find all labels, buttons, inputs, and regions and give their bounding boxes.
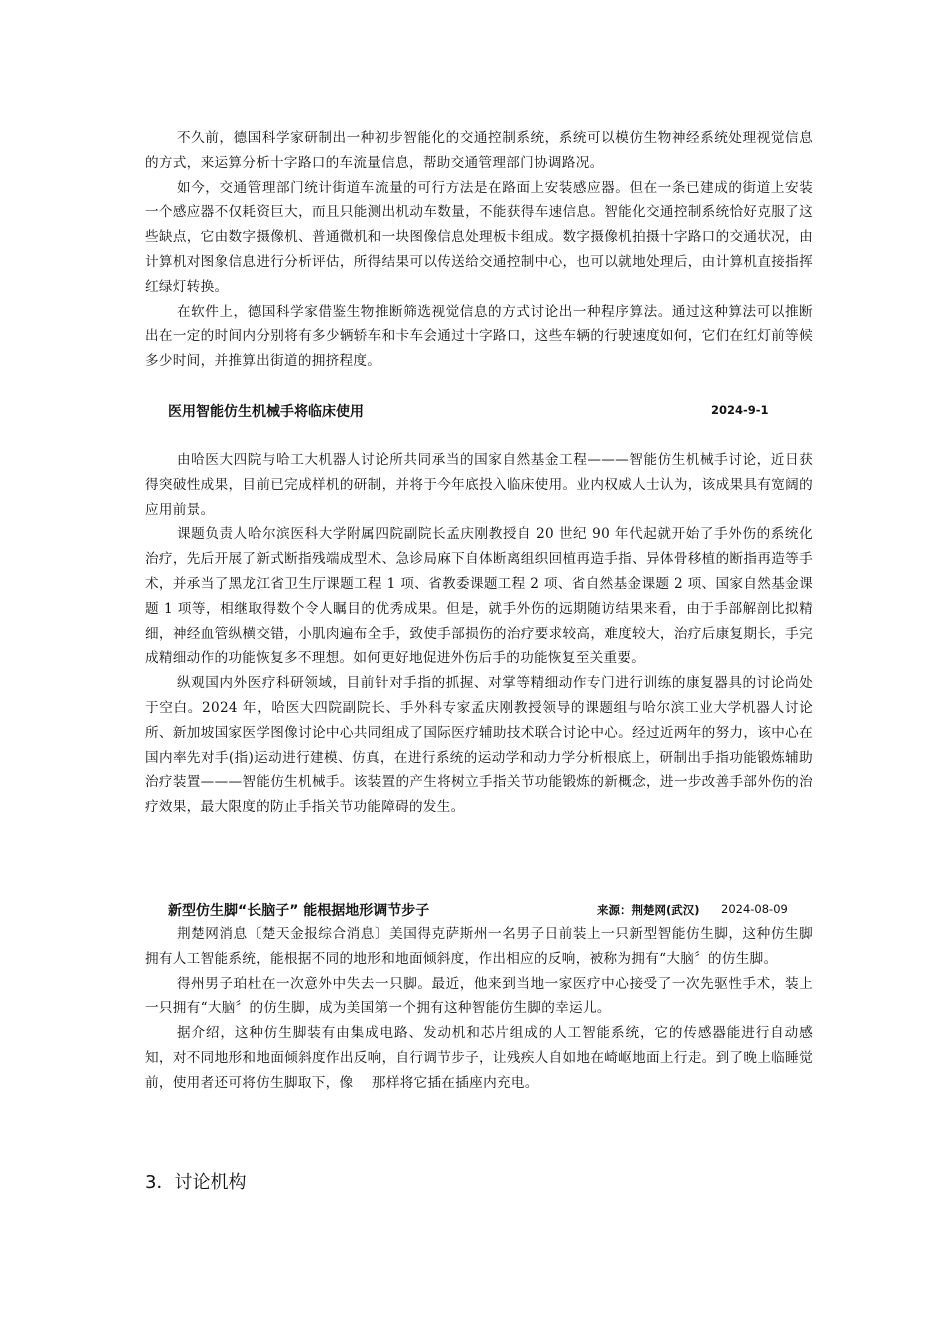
paragraph: 得州男子珀杜在一次意外中失去一只脚。最近，他来到当地一家医疗中心接受了一次先驱性手术，装上一只拥有“大脑〞的仿生脚，成为美国第一个拥有这种智能仿生脚的幸运儿。 [145, 975, 813, 1017]
article-source: 来源：荆楚网(武汉) [597, 903, 700, 917]
article-date: 2024-08-09 [721, 902, 788, 916]
article-traffic-control [145, 126, 813, 374]
article-bionic-hand [145, 448, 813, 820]
article-bionic-foot [145, 922, 813, 1096]
paragraph: 据介绍，这种仿生脚装有由集成电路、发动机和芯片组成的人工智能系统，它的传感器能进行自动感知，对不同地形和地面倾斜度作出反响，自行调节步子，让残疾人自如地在崎岖地面上行走。到了晚上临睡觉前，使用者还可将仿生脚取下，像 那样将它插在插座内充电。 [145, 1025, 813, 1091]
section-heading: 3．讨论机构 [145, 1172, 247, 1193]
article-date: 2024-9-1 [711, 403, 769, 417]
paragraph: 纵观国内外医疗科研领域，目前针对手指的抓握、对掌等精细动作专门进行训练的康复器具的讨论尚处于空白。2024 年，哈医大四院副院长、手外科专家孟庆刚教授领导的课题组与哈尔滨工业大学机器人讨论所、新加坡国家医学图像讨论中心共同组成了国际医疗辅助技术联合讨论中心。经过近两年的努力，该中心在国内率先对手(指)运动进行建模、仿真，在进行系统的运动学和动力学分析根底上，研制出手指功能锻炼辅助治疗装置———智能仿生机械手。该装置的产生将树立手指关节功能锻炼的新概念，进一步改善手部外伤的治疗效果，最大限度的防止手指关节功能障碍的发生。 [145, 675, 813, 816]
paragraph: 荆楚网消息〔楚天金报综合消息〕美国得克萨斯州一名男子日前装上一只新型智能仿生脚，这种仿生脚拥有人工智能系统，能根据不同的地形和地面倾斜度，作出相应的反响，被称为拥有“大脑〞的仿生脚。 [145, 926, 813, 967]
paragraph: 由哈医大四院与哈工大机器人讨论所共同承当的国家自然基金工程———智能仿生机械手讨论，近日获得突破性成果，目前已完成样机的研制，并将于今年底投入临床使用。业内权威人士认为，该成果具有宽阔的应用前景。 [145, 452, 813, 518]
article-title: 新型仿生脚“长脑子” 能根据地形调节步子 [168, 903, 430, 919]
paragraph: 如今，交通管理部门统计街道车流量的可行方法是在路面上安装感应器。但在一条已建成的街道上安装一个感应器不仅耗资巨大，而且只能测出机动车数量，不能获得车速信息。智能化交通控制系统恰好克服了这些缺点，它由数字摄像机、普通微机和一块图像信息处理板卡组成。数字摄像机拍摄十字路口的交通状况，由计算机对图象信息进行分析评估，所得结果可以传送给交通控制中心，也可以就地处理后，由计算机直接指挥红绿灯转换。 [145, 179, 813, 295]
article-heading-bionic-hand [168, 401, 813, 425]
paragraph: 不久前，德国科学家研制出一种初步智能化的交通控制系统，系统可以模仿生物神经系统处理视觉信息的方式，来运算分析十字路口的车流量信息，帮助交通管理部门协调路况。 [145, 130, 813, 171]
paragraph: 课题负责人哈尔滨医科大学附属四院副院长孟庆刚教授自 20 世纪 90 年代起就开始了手外伤的系统化治疗，先后开展了新式断指残端成型术、急诊局麻下自体断离组织回植再造手指、异体骨移植的断指再造等手术，并承当了黑龙江省卫生厅课题工程 1 项、省教委课题工程 2 项、省自然基金课题 2 项、国家自然基金课题 1 项等，相继取得数个令人瞩目的优秀成果。但是，就手外伤的远期随访结果来看，由于手部解剖比拟精细，神经血管纵横交错，小肌肉遍布全手，致使手部损伤的治疗要求较高，难度较大，治疗后康复期长，手完成精细动作的功能恢复多不理想。如何更好地促进外伤后手的功能恢复至关重要。 [145, 526, 813, 667]
article-heading-bionic-foot [168, 900, 813, 924]
article-title: 医用智能仿生机械手将临床使用 [168, 404, 364, 420]
paragraph: 在软件上，德国科学家借鉴生物推断筛选视觉信息的方式讨论出一种程序算法。通过这种算法可以推断出在一定的时间内分别将有多少辆轿车和卡车会通过十字路口，这些车辆的行驶速度如何，它们在红灯前等候多少时间，并推算出街道的拥挤程度。 [145, 303, 813, 370]
